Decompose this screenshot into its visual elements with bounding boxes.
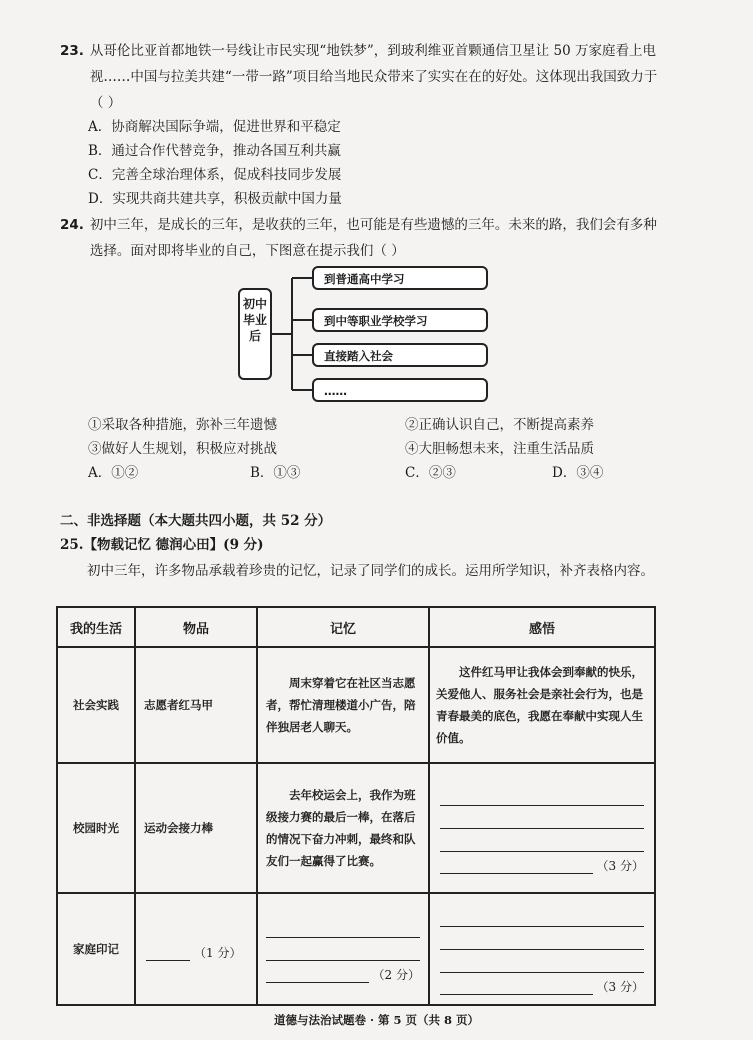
diagram-branch: …… — [312, 378, 488, 402]
option-d: D．实现共商共建共享，积极贡献中国力量 — [88, 191, 342, 207]
header-memory: 记忆 — [257, 607, 429, 647]
life-cell: 家庭印记 — [57, 893, 135, 1005]
header-life: 我的生活 — [57, 607, 135, 647]
answer-line[interactable] — [440, 806, 644, 829]
table-row — [57, 893, 655, 1005]
answer-line[interactable] — [440, 829, 644, 852]
header-insight: 感悟 — [429, 607, 655, 647]
choice-a: A．①② — [88, 465, 139, 481]
score-note: （3 分） — [596, 979, 644, 994]
table-row — [57, 647, 655, 763]
question-stem: 从哥伦比亚首都地铁一号线让市民实现“地铁梦”，到玻利维亚首颗通信卫星让 50 万家庭看上电视……中国与拉美共建“一带一路”项目给当地民众带来了实实在在的好处。这体现出我国致力于（ ） — [89, 43, 658, 111]
page-footer: 道德与法治试题卷 · 第 5 页（共 8 页） — [273, 1013, 480, 1027]
header-item: 物品 — [135, 607, 257, 647]
choice-b: B．①③ — [250, 465, 301, 481]
answer-line[interactable] — [440, 927, 644, 950]
answer-line[interactable] — [440, 972, 593, 995]
answer-line[interactable] — [440, 783, 644, 806]
option-c: C．完善全球治理体系，促成科技同步发展 — [88, 167, 342, 183]
question-25-title: 25.【物载记忆 德润心田】(9 分) — [60, 537, 264, 553]
score-note: （1 分） — [194, 945, 242, 960]
question-23 — [60, 38, 670, 116]
answer-line[interactable] — [146, 938, 190, 961]
question-number: 23. — [60, 43, 84, 59]
section-heading: 二、非选择题（本大题共四小题，共 52 分） — [60, 513, 332, 529]
diagram-branch: 直接踏入社会 — [312, 343, 488, 367]
insight-cell: 这件红马甲让我体会到奉献的快乐，关爱他人、服务社会是亲社会行为，也是青春最美的底色，我愿在奉献中实现人生价值。 — [429, 647, 655, 763]
memory-answer-cell — [257, 893, 429, 1005]
item-cell: 运动会接力棒 — [135, 763, 257, 893]
statement-3: ③做好人生规划，积极应对挑战 — [88, 441, 277, 457]
option-b: B．通过合作代替竞争，推动各国互利共赢 — [88, 143, 341, 159]
diagram-branch: 到中等职业学校学习 — [312, 308, 488, 332]
choice-c: C．②③ — [405, 465, 456, 481]
item-answer-cell — [135, 893, 257, 1005]
question-number: 24. — [60, 217, 84, 233]
answer-line[interactable] — [440, 904, 644, 927]
insight-answer-cell — [429, 763, 655, 893]
choice-d: D．③④ — [552, 465, 604, 481]
question-25-intro: 初中三年，许多物品承载着珍贵的记忆，记录了同学们的成长。运用所学知识，补齐表格内容。 — [87, 563, 654, 579]
option-a: A．协商解决国际争端，促进世界和平稳定 — [88, 119, 341, 135]
insight-answer-cell — [429, 893, 655, 1005]
answer-line[interactable] — [266, 938, 420, 961]
memory-cell: 周末穿着它在社区当志愿者，帮忙清理楼道小广告，陪伴独居老人聊天。 — [257, 647, 429, 763]
memory-table — [56, 606, 656, 1006]
item-cell: 志愿者红马甲 — [135, 647, 257, 763]
answer-line[interactable] — [440, 950, 644, 973]
score-note: （2 分） — [372, 968, 420, 982]
answer-line[interactable] — [266, 960, 369, 983]
score-note: （3 分） — [596, 858, 644, 873]
answer-line[interactable] — [440, 851, 593, 874]
statement-4: ④大胆畅想未来，注重生活品质 — [405, 441, 594, 457]
table-row — [57, 763, 655, 893]
answer-line[interactable] — [266, 915, 420, 938]
statement-1: ①采取各种措施，弥补三年遗憾 — [88, 417, 277, 433]
memory-cell: 去年校运会上，我作为班级接力赛的最后一棒，在落后的情况下奋力冲刺，最终和队友们一起赢得了比赛。 — [257, 763, 429, 893]
diagram-branch: 到普通高中学习 — [312, 266, 488, 290]
life-cell: 校园时光 — [57, 763, 135, 893]
diagram-root: 初中毕业后 — [238, 288, 272, 380]
statement-2: ②正确认识自己，不断提高素养 — [405, 417, 594, 433]
question-stem: 初中三年，是成长的三年，是收获的三年，也可能是有些遗憾的三年。未来的路，我们会有多种选择。面对即将毕业的自己，下图意在提示我们（ ） — [89, 217, 657, 259]
choice-diagram — [238, 262, 508, 404]
life-cell: 社会实践 — [57, 647, 135, 763]
question-24 — [60, 212, 670, 264]
